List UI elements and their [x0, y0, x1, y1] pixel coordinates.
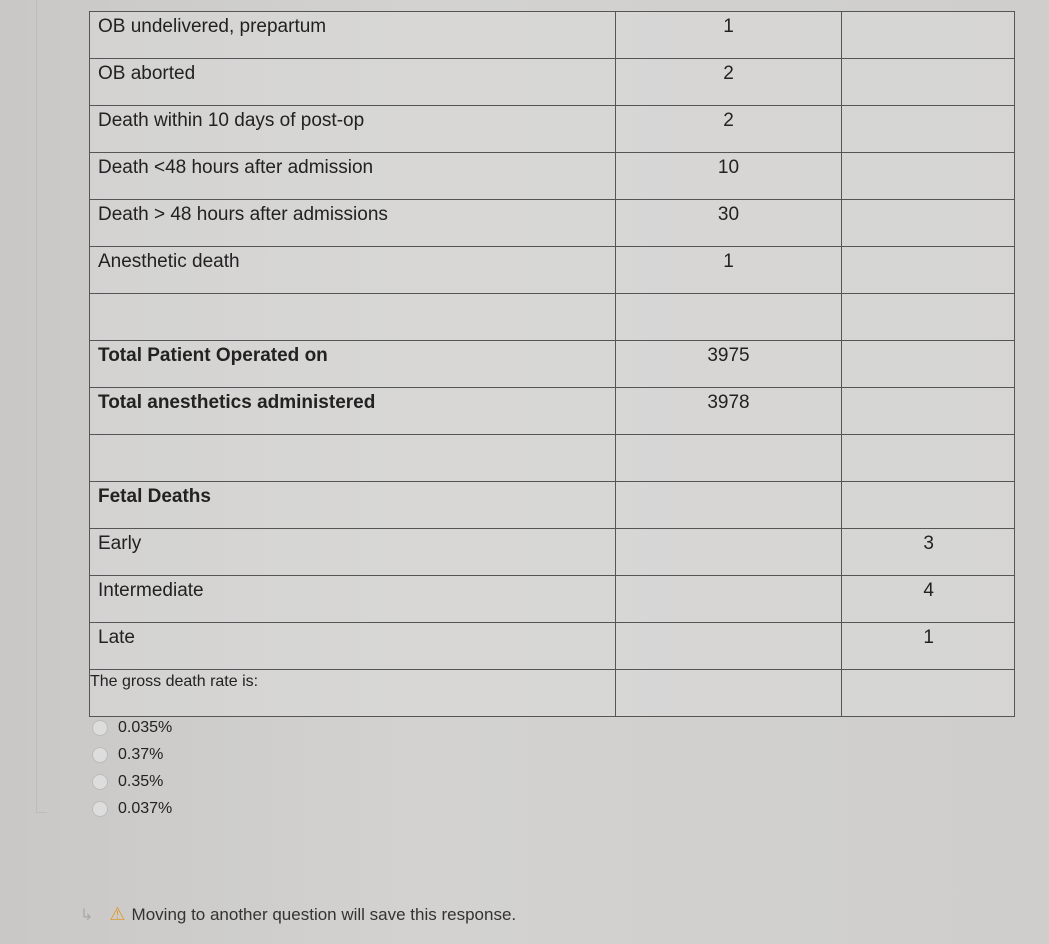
save-notice-text: Moving to another question will save this response.: [131, 904, 517, 924]
count-cell: 3975: [616, 341, 842, 388]
table-row: [90, 59, 1015, 106]
count-cell: 1: [616, 12, 842, 59]
table-row: [90, 12, 1015, 59]
count-cell: [616, 529, 842, 576]
fetal-count-cell: [842, 106, 1015, 153]
option-label: 0.037%: [118, 799, 173, 817]
count-cell: 2: [616, 59, 842, 106]
option-label: 0.35%: [118, 772, 164, 790]
table-row: [90, 576, 1015, 623]
count-cell: 1: [616, 247, 842, 294]
fetal-count-cell: [842, 482, 1015, 529]
row-label: [90, 294, 616, 341]
table-row: [90, 341, 1015, 388]
count-cell: 10: [616, 153, 842, 200]
table-row: [90, 529, 1015, 576]
option-label: 0.035%: [118, 718, 173, 736]
option-4[interactable]: [92, 795, 172, 822]
question-frame: [36, 0, 47, 813]
count-cell: 3978: [616, 388, 842, 435]
radio-button[interactable]: [92, 774, 108, 790]
row-label: [90, 435, 616, 482]
option-label: 0.37%: [118, 745, 164, 763]
row-label: Death > 48 hours after admissions: [90, 200, 616, 247]
answer-options: [92, 714, 172, 822]
fetal-count-cell: 1: [842, 623, 1015, 670]
table-row: [90, 247, 1015, 294]
return-arrow-icon: ↳: [80, 906, 94, 924]
fetal-count-cell: [842, 12, 1015, 59]
table-row: [90, 388, 1015, 435]
table-row: [90, 200, 1015, 247]
radio-button[interactable]: [92, 801, 108, 817]
table-row: [90, 623, 1015, 670]
table-row: [90, 482, 1015, 529]
fetal-count-cell: [842, 247, 1015, 294]
fetal-count-cell: [842, 388, 1015, 435]
option-1[interactable]: [92, 714, 172, 741]
fetal-count-cell: [842, 294, 1015, 341]
row-label: Death within 10 days of post-op: [90, 106, 616, 153]
save-notice: [80, 904, 516, 925]
count-cell: [616, 623, 842, 670]
count-cell: [616, 576, 842, 623]
count-cell: 2: [616, 106, 842, 153]
option-3[interactable]: [92, 768, 172, 795]
fetal-count-cell: [842, 341, 1015, 388]
count-cell: 30: [616, 200, 842, 247]
row-label: Late: [90, 623, 616, 670]
row-label: Fetal Deaths: [90, 482, 616, 529]
fetal-count-cell: [842, 435, 1015, 482]
table-row: [90, 153, 1015, 200]
radio-button[interactable]: [92, 720, 108, 736]
option-2[interactable]: [92, 741, 172, 768]
row-label: Death <48 hours after admission: [90, 153, 616, 200]
fetal-count-cell: 4: [842, 576, 1015, 623]
fetal-count-cell: [842, 59, 1015, 106]
row-label: Total Patient Operated on: [90, 341, 616, 388]
table-row: [90, 106, 1015, 153]
row-label: Intermediate: [90, 576, 616, 623]
table-row: [90, 435, 1015, 482]
row-label: OB undelivered, prepartum: [90, 12, 616, 59]
count-cell: [616, 670, 842, 717]
fetal-count-cell: [842, 153, 1015, 200]
count-cell: [616, 482, 842, 529]
row-label: Total anesthetics administered: [90, 388, 616, 435]
warning-icon: ⚠: [109, 904, 126, 924]
statistics-table: [89, 11, 1015, 717]
count-cell: [616, 294, 842, 341]
fetal-count-cell: 3: [842, 529, 1015, 576]
row-label: Anesthetic death: [90, 247, 616, 294]
fetal-count-cell: [842, 670, 1015, 717]
question-text: The gross death rate is:: [90, 673, 259, 690]
row-label: Early: [90, 529, 616, 576]
table-row: [90, 294, 1015, 341]
fetal-count-cell: [842, 200, 1015, 247]
count-cell: [616, 435, 842, 482]
row-label: OB aborted: [90, 59, 616, 106]
radio-button[interactable]: [92, 747, 108, 763]
